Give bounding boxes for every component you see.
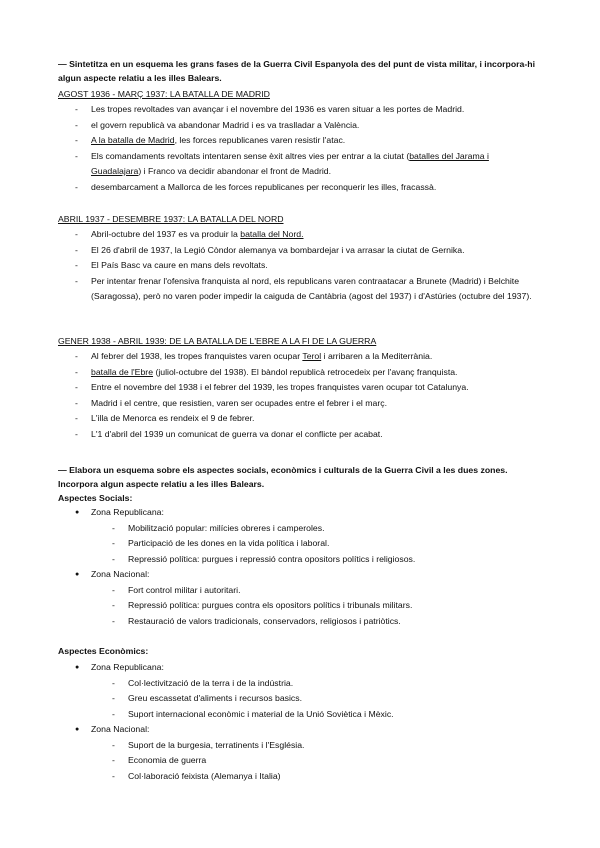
list-item-text: Els comandaments revoltats intentaren sense èxit altres vies per entrar a la ciutat ( <box>91 150 410 161</box>
list-item: - Col·lectivització de la terra i de la indústria. <box>58 676 538 692</box>
section-madrid <box>58 88 538 195</box>
eco-rep-title: ● Zona Republicana: <box>58 660 538 676</box>
list-item: - El 26 d'abril de 1937, la Legió Còndor alemanya va bombardejar i va arrasar la ciutat de Gernika. <box>58 243 538 259</box>
section-nord <box>58 213 538 305</box>
eco-nac-list <box>58 738 538 785</box>
list-item: - Per intentar frenar l'ofensiva franquista al nord, els republicans varen contraatacar a Brunete (Madrid) i Belchite (Saragossa), però no varen poder impedir la caiguda de Cantàbria (agost del 1937) i d'Astúries (octubre del 1937). <box>58 274 538 305</box>
economic-heading: Aspectes Econòmics: <box>58 646 149 656</box>
link-batalla-ebre[interactable]: batalla de l'Ebre <box>91 366 154 377</box>
list-item: - desembarcament a Mallorca de les forces republicanes per reconquerir les illes, fracassà. <box>58 180 538 196</box>
list-item: - el govern republicà va abandonar Madrid i es va traslladar a València. <box>58 118 538 134</box>
social-nac-list <box>58 583 538 630</box>
list-item: - Madrid i el centre, que resistien, varen ser ocupades entre el febrer i el març. <box>58 396 538 412</box>
list-item: - Suport de la burgesia, terratinents i l'Església. <box>58 738 538 754</box>
list-item: - Fort control militar i autoritari. <box>58 583 538 599</box>
madrid-list <box>58 102 538 195</box>
list-item-text: (juliol-octubre del 1938). El bàndol republicà retrocedeix per l'avanç franquista. <box>153 366 458 377</box>
list-item <box>58 133 538 149</box>
list-item: - L'1 d'abril del 1939 un comunicat de guerra va donar el conflicte per acabat. <box>58 427 538 443</box>
link-terol[interactable]: Terol <box>302 351 322 361</box>
list-item: - Suport internacional econòmic i material de la Unió Soviètica i Mèxic. <box>58 707 538 723</box>
link-batalles-jarama[interactable]: batalles del Jarama i Guadalajara <box>91 150 489 176</box>
link-batalla-nord[interactable]: batalla del Nord. <box>240 229 304 239</box>
social-nac-title: ● Zona Nacional: <box>58 567 538 583</box>
list-item-text: i arribaren a la Mediterrània. <box>321 351 433 361</box>
eco-nac-title: ● Zona Nacional: <box>58 722 538 738</box>
question-1: — Sintetitza en un esquema les grans fases de la Guerra Civil Espanyola des del punt de vista militar, i incorpora-hi algun aspecte relatiu a les illes Balears. <box>58 59 535 83</box>
list-item: - Repressió política: purgues contra els opositors polítics i tribunals militars. <box>58 598 538 614</box>
list-item <box>58 365 538 381</box>
list-item: - Entre el novembre del 1938 i el febrer del 1939, les tropes franquistes varen ocupar tot Catalunya. <box>58 380 538 396</box>
list-item <box>58 227 538 243</box>
section-heading-nord: ABRIL 1937 - DESEMBRE 1937: LA BATALLA DEL NORD <box>58 214 284 224</box>
list-item: - L'illa de Menorca es rendeix el 9 de febrer. <box>58 411 538 427</box>
question-2: — Elabora un esquema sobre els aspectes socials, econòmics i culturals de la Guerra Civil a les dues zones. Incorpora algun aspecte relatiu a les illes Balears. <box>58 465 508 489</box>
list-item: - Restauració de valors tradicionals, conservadors, religiosos i patriòtics. <box>58 614 538 630</box>
list-item: - Les tropes revoltades van avançar i el novembre del 1936 es varen situar a les portes de Madrid. <box>58 102 538 118</box>
list-item <box>58 349 538 365</box>
list-item: - Col·laboració feixista (Alemanya i Italia) <box>58 769 538 785</box>
nord-list <box>58 227 538 305</box>
section-ebre <box>58 335 538 442</box>
ebre-list <box>58 349 538 442</box>
link-batalla-madrid[interactable]: A la batalla de Madrid <box>91 135 175 145</box>
list-item-text: ) i Franco va decidir abandonar el front de Madrid. <box>138 166 332 176</box>
list-item <box>58 149 538 180</box>
list-item: - Participació de les dones en la vida política i laboral. <box>58 536 538 552</box>
section-economic <box>58 645 538 784</box>
section-heading-madrid: AGOST 1936 - MARÇ 1937: LA BATALLA DE MADRID <box>58 89 270 99</box>
list-item: - El País Basc va caure en mans dels revoltats. <box>58 258 538 274</box>
list-item-text: Al febrer del 1938, les tropes franquistes varen ocupar <box>91 351 303 361</box>
list-item-text: , les forces republicanes varen resistir l'atac. <box>174 135 346 145</box>
list-item: - Mobilització popular: milícies obreres i camperoles. <box>58 521 538 537</box>
list-item-text: Abril-octubre del 1937 es va produir la <box>91 229 241 239</box>
eco-rep-list <box>58 676 538 723</box>
section-social <box>58 492 538 629</box>
section-heading-ebre: GENER 1938 - ABRIL 1939: DE LA BATALLA DE L'EBRE A LA FI DE LA GUERRA <box>58 336 377 346</box>
list-item: - Greu escassetat d'aliments i recursos basics. <box>58 691 538 707</box>
list-item: - Repressió política: purgues i repressió contra opositors polítics i religiosos. <box>58 552 538 568</box>
social-rep-list <box>58 521 538 568</box>
list-item: - Economia de guerra <box>58 753 538 769</box>
social-heading: Aspectes Socials: <box>58 493 133 503</box>
social-rep-title: ● Zona Republicana: <box>58 505 538 521</box>
